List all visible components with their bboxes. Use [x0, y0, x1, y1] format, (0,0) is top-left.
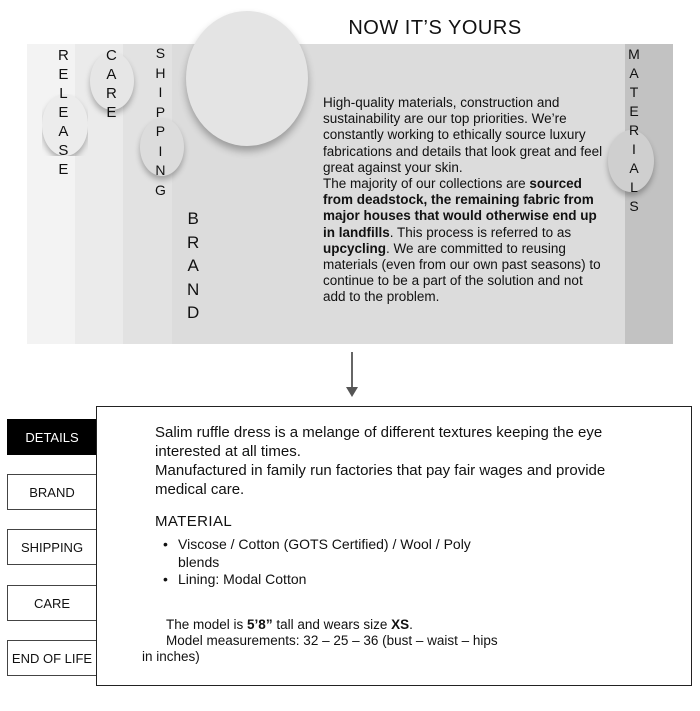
material-heading: MATERIAL [155, 513, 233, 530]
tab-end-of-life[interactable]: END OF LIFE [7, 640, 97, 676]
intro-line-1: Salim ruffle dress is a melange of different textures keeping the eye interested at all times. [155, 424, 603, 460]
intro-line-2: Manufactured in family run factories that pay fair wages and provide medical care. [155, 462, 606, 498]
diagram-title: NOW IT’S YOURS [348, 17, 522, 39]
materials-vertical-label: M A T E R I A L S [628, 46, 640, 214]
tab-care[interactable]: CARE [7, 585, 97, 621]
tab-details[interactable]: DETAILS [7, 419, 97, 455]
product-intro [155, 423, 655, 499]
model-info [142, 617, 562, 665]
material-list [160, 536, 480, 589]
tab-brand[interactable]: BRAND [7, 474, 97, 510]
list-item: • Lining: Modal Cotton [160, 571, 480, 589]
measurements-line-1: Model measurements: 32 – 25 – 36 (bust – waist – hips [166, 633, 498, 648]
tab-shipping[interactable]: SHIPPING [7, 529, 97, 565]
down-arrow-icon [346, 387, 358, 397]
brand-circle [186, 11, 308, 146]
down-arrow-shaft [351, 352, 353, 392]
list-item: • Viscose / Cotton (GOTS Certified) / Wool / Poly blends [160, 536, 480, 571]
brand-vertical-label: B R A N D [187, 209, 200, 322]
release-vertical-label: R E L E A S E [58, 47, 69, 178]
measurements-line-2: in inches) [142, 649, 200, 664]
brand-paragraph-2: The majority of our collections are sourced from deadstock, the remaining fabric from major houses that would otherwise end up in landfills. This process is referred to as upcycling. We are committed to reusing materials (even from our own past seasons) to continue to be a part of the solution and not add to the problem. [323, 176, 601, 305]
model-size-line: The model is 5’8” tall and wears size XS. [166, 617, 413, 632]
shipping-vertical-label: S H I P P I N G [155, 45, 166, 198]
brand-paragraph-1: High-quality materials, construction and sustainability are our top priorities. We’re constantly working to ethically source luxury fabrications and details that look great and feel great against your skin. [323, 95, 603, 175]
care-vertical-label: C A R E [106, 47, 117, 121]
brand-description [323, 95, 608, 306]
